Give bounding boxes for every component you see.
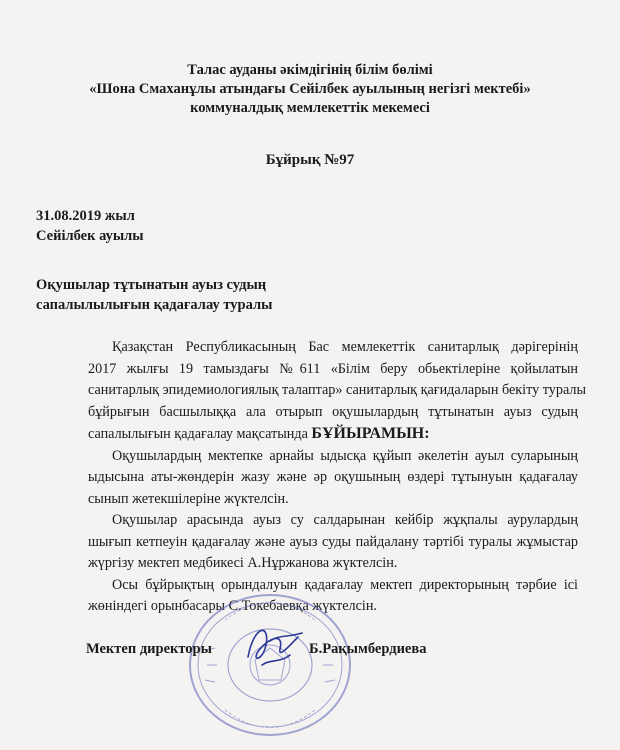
order-place: Сейілбек ауылы xyxy=(36,228,144,244)
body-p4-line-1: Осы бұйрықтың орындалуын қадағалау мектеп директорының тәрбие ісі xyxy=(112,576,578,593)
body-p3-line-3: жүргізу мектеп медбикесі А.Нұржанова жүктелсін. xyxy=(88,555,398,571)
body-p1-line-5 xyxy=(88,423,578,446)
body-p3-line-1: Оқушылар арасында ауыз су салдарынан кейбір жұқпалы аурулардың xyxy=(112,512,578,528)
handwritten-signature xyxy=(240,615,310,675)
header-line-3: коммуналдық мемлекеттік мекемесі xyxy=(190,100,430,116)
header-line-1: Талас ауданы әкімдігінің білім бөлімі xyxy=(187,62,433,78)
signature-position: Мектеп директоры xyxy=(86,641,212,657)
command-word: БҰЙЫРАМЫН: xyxy=(311,425,430,442)
body-p4-line-2: жөніндегі орынбасары С.Токебаевқа жүктелсін. xyxy=(88,598,377,614)
body-p1-line-3: санитарлық эпидемиологиялық талаптар» санитарлық қағидаларын бекіту туралы xyxy=(88,382,587,398)
body-p1-line-4: бұйрығын басшылыққа ала отырып оқушылардың тұтынатын ауыз судың xyxy=(88,403,578,420)
body-p1-line-1: Қазақстан Республикасының Бас мемлекеттік санитарлық дәрігерінің xyxy=(112,339,578,355)
body-p3-line-2: шығып кетпеуін қадағалау және ауыз суды пайдалану тәртібі туралы жұмыстар xyxy=(88,533,578,550)
body-p1-last-text: сапалылығын қадағалау мақсатында xyxy=(88,426,312,442)
body-p2-line-1: Оқушылардың мектепке арнайы ыдысқа құйып әкелетін ауыл суларының xyxy=(112,447,578,464)
subject-line-1: Оқушылар тұтынатын ауыз судың xyxy=(36,277,267,293)
subject-line-2: сапалылылығын қадағалау туралы xyxy=(36,297,273,313)
body-p1-line-2: 2017 жылғы 19 тамыздағы №611 «Білім беру обьектілеріне қойылатын xyxy=(88,360,578,377)
body-p2-line-2: ыдысына аты-жөндерін жазу және әр оқушының өздері тұтынуын қадағалау xyxy=(88,469,578,485)
order-body xyxy=(88,337,587,618)
order-title: Бұйрық №97 xyxy=(265,152,355,168)
signature-name: Б.Рақымбердиева xyxy=(309,641,427,657)
order-date: 31.08.2019 жыл xyxy=(36,208,135,224)
body-p2-line-3: сынып жетекшілеріне жүктелсін. xyxy=(88,490,289,507)
header-line-2: «Шона Смаханұлы атындағы Сейілбек ауылының негізгі мектебі» xyxy=(89,81,531,97)
